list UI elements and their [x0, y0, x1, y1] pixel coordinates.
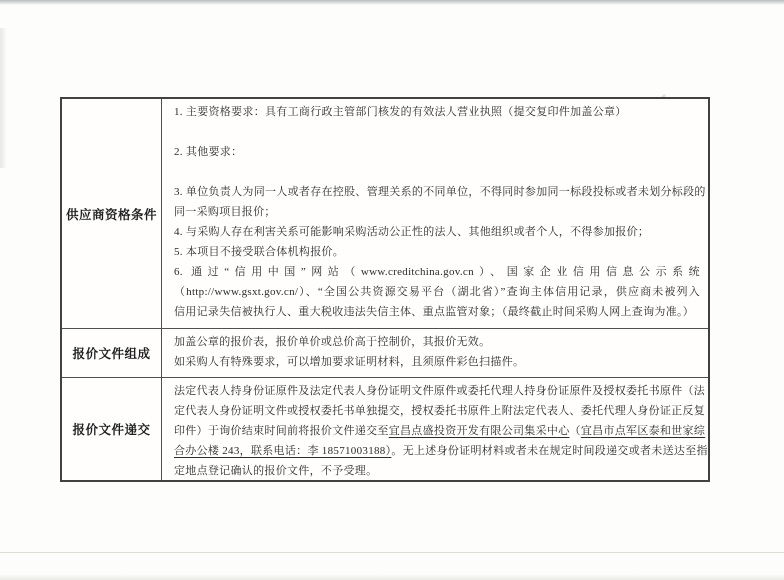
scan-seam-line	[0, 552, 784, 553]
text-line	[174, 222, 700, 242]
text-line	[174, 421, 706, 441]
text-line	[174, 122, 700, 142]
text-line	[174, 202, 700, 222]
text-segment: 如采购人有特殊要求，可以增加要求证明材料，且须原件彩色扫描件。	[174, 356, 525, 368]
row-content	[162, 377, 708, 480]
text-line	[174, 302, 700, 322]
underlined-text: 宜昌点盛投资开发有限公司集采中心	[388, 425, 570, 437]
text-segment: 同一采购项目报价；	[174, 206, 276, 218]
text-segment: 定地点登记确认的报价文件，不予受理。	[174, 465, 378, 477]
text-line	[174, 162, 700, 182]
text-segment: 6. 通过“信用中国”网站（www.creditchina.gov.cn）、国家企业信用信息公示系统	[174, 266, 700, 278]
text-line	[174, 102, 700, 122]
text-line	[174, 381, 706, 401]
text-segment: 信用记录失信被执行人、重大税收违法失信主体、重点监管对象；（最终截止时间采购人网上查询为准。）	[174, 306, 695, 318]
text-line	[174, 352, 700, 372]
row-label: 报价文件递交	[62, 377, 162, 480]
row-content	[162, 328, 708, 377]
text-segment: 法定代表人持身份证原件及法定代表人身份证明文件原件或委托代理人持身份证原件及授权委托书原件（法	[174, 385, 706, 397]
text-segment: 3. 单位负责人为同一人或者存在控股、管理关系的不同单位，不得同时参加同一标段投标或者未划分标段的	[174, 186, 706, 198]
text-segment: （http://www.gsxt.gov.cn/）、“全国公共资源交易平台（湖北省）”查询主体信用记录，供应商未被列入	[174, 286, 700, 298]
text-line	[174, 461, 700, 481]
row-label: 供应商资格条件	[62, 99, 162, 328]
scan-left-edge-smudge	[0, 28, 7, 168]
requirements-table	[60, 97, 710, 482]
text-segment: 印件）于询价结束时间前将报价文件递交至	[174, 425, 389, 437]
text-segment: （	[569, 425, 581, 437]
text-line	[174, 142, 700, 162]
row-label: 报价文件组成	[62, 328, 162, 377]
text-line	[174, 182, 706, 202]
text-segment: 定代表人身份证明文件或授权委托书单独提交，授权委托书原件上附法定代表人、委托代理人身份证正反复	[174, 405, 706, 417]
text-line	[174, 332, 700, 352]
scan-top-edge-shadow	[0, 0, 784, 5]
text-segment: 5. 本项目不接受联合体机构报价。	[174, 246, 345, 258]
text-line	[174, 441, 708, 461]
text-segment: 1. 主要资格要求：具有工商行政主管部门核发的有效法人营业执照（提交复印件加盖公章）	[174, 106, 627, 118]
text-segment: 4. 与采购人存在利害关系可能影响采购活动公正性的法人、其他组织或者个人，不得参加报价；	[174, 226, 650, 238]
text-segment: 2. 其他要求：	[174, 146, 243, 158]
underlined-text: 宜昌市点军区泰和世家综	[580, 425, 706, 437]
text-segment: 。无上述身份证明材料或者未在规定时间段递交或者未送达至指	[391, 445, 708, 457]
scan-bottom-edge-shadow	[0, 574, 784, 580]
row-content	[162, 99, 708, 328]
text-line	[174, 262, 700, 282]
underlined-text: 合办公楼 243，联系电话：李 18571003188）	[174, 445, 392, 457]
text-line	[174, 282, 700, 302]
text-segment: 加盖公章的报价表，报价单价或总价高于控制价，其报价无效。	[174, 336, 491, 348]
text-line	[174, 401, 706, 421]
text-line	[174, 242, 700, 262]
